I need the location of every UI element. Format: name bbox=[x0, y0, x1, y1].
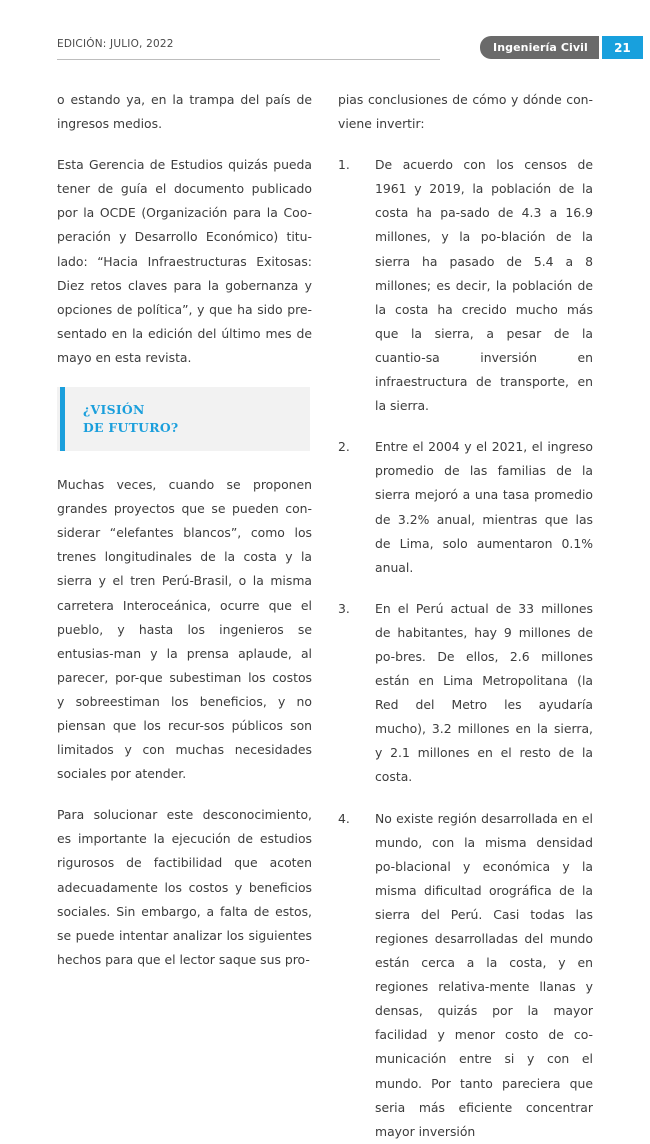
right-column bbox=[338, 88, 593, 1144]
paragraph: pias conclusiones de cómo y dónde con-viene invertir: bbox=[338, 92, 593, 132]
numbered-list bbox=[338, 153, 593, 1144]
list-item-text: En el Perú actual de 33 millones de habitantes, hay 9 millones de po-bres. De ellos, 2.6 millones están en Lima Metropolitana (la Red del Metro les ayudaría mucho), 3.2 millones en la sierra, y 2.1 millones en el resto de la costa. bbox=[375, 600, 593, 785]
callout-heading bbox=[83, 401, 310, 437]
paragraph: Esta Gerencia de Estudios quizás pueda tener de guía el documento publicado por la OCDE (Organización para la Coo-peración y Desarrollo Económico) titu-lado: “Hacia Infraestructuras Exitosas: Diez retos claves para la gobernanza y opciones de política”, y que ha sido pre-sentado en la edición del último mes de mayo en esta revista. bbox=[57, 157, 312, 365]
edition-label: EDICIÓN: JULIO, 2022 bbox=[57, 38, 174, 50]
vision-callout bbox=[57, 387, 310, 451]
paragraph: Muchas veces, cuando se proponen grandes proyectos que se pueden con-siderar “elefantes blancos”, como los trenes longitudinales de la costa y la sierra y el tren Perú-Brasil, o la misma carretera Interoceánica, ocurre que el pueblo, y hasta los ingenieros se entusias-man y la prensa aplaude, al parecer, por-que subestiman los costos y sobreestiman los beneficios, y no piensan que los recur-sos públicos son limitados y con muchas necesidades sociales por atender. bbox=[57, 477, 312, 782]
list-item bbox=[338, 435, 593, 580]
list-item-number: 4. bbox=[338, 810, 350, 826]
list-item bbox=[338, 153, 593, 418]
list-item-number: 1. bbox=[338, 157, 350, 173]
list-item-text: Entre el 2004 y el 2021, el ingreso promedio de las familias de la sierra mejoró a una tasa promedio de 3.2% anual, mientras que las de Lima, solo aumentaron 0.1% anual. bbox=[375, 439, 593, 575]
list-item-number: 2. bbox=[338, 439, 350, 455]
list-item-number: 3. bbox=[338, 600, 350, 616]
list-item bbox=[338, 597, 593, 790]
page-header bbox=[57, 36, 631, 66]
page-number-badge: 21 bbox=[602, 36, 643, 59]
header-divider bbox=[57, 59, 440, 60]
header-badge-group bbox=[480, 36, 643, 59]
left-column bbox=[57, 88, 312, 972]
callout-line-1: ¿VISIÓN bbox=[83, 402, 145, 418]
paragraph: o estando ya, en la trampa del país de ingresos medios. bbox=[57, 92, 312, 132]
list-item bbox=[338, 807, 593, 1144]
callout-accent-bar bbox=[60, 387, 65, 451]
magazine-badge: Ingeniería Civil bbox=[480, 36, 599, 59]
paragraph: Para solucionar este desconocimiento, es importante la ejecución de estudios rigurosos de factibilidad que acoten adecuadamente los costos y beneficios sociales. Sin embargo, a falta de estos, se puede intentar analizar los siguientes hechos para que el lector saque sus pro- bbox=[57, 807, 312, 967]
list-item-text: No existe región desarrollada en el mundo, con la misma densidad po-blacional y económica y la misma dificultad orográfica de la sierra del Perú. Casi todas las regiones desarrolladas del mundo están cerca a la costa, y en regiones relativa-mente llanas y densas, quizás por la mayor facilidad y menor costo de co-municación entre si y con el mundo. Por tanto pareciera que seria más eficiente concentrar mayor inversión bbox=[375, 810, 593, 1139]
list-item-text: De acuerdo con los censos de 1961 y 2019, la población de la costa ha pa-sado de 4.3 a 16.9 millones, y la po-blación de la sierra ha pasado de 5.4 a 8 millones; es decir, la población de la costa ha crecido mucho más que la sierra, a pesar de la cuantio-sa inversión en infraestructura de transporte, en la sierra. bbox=[375, 157, 593, 414]
callout-line-2: DE FUTURO? bbox=[83, 420, 179, 436]
